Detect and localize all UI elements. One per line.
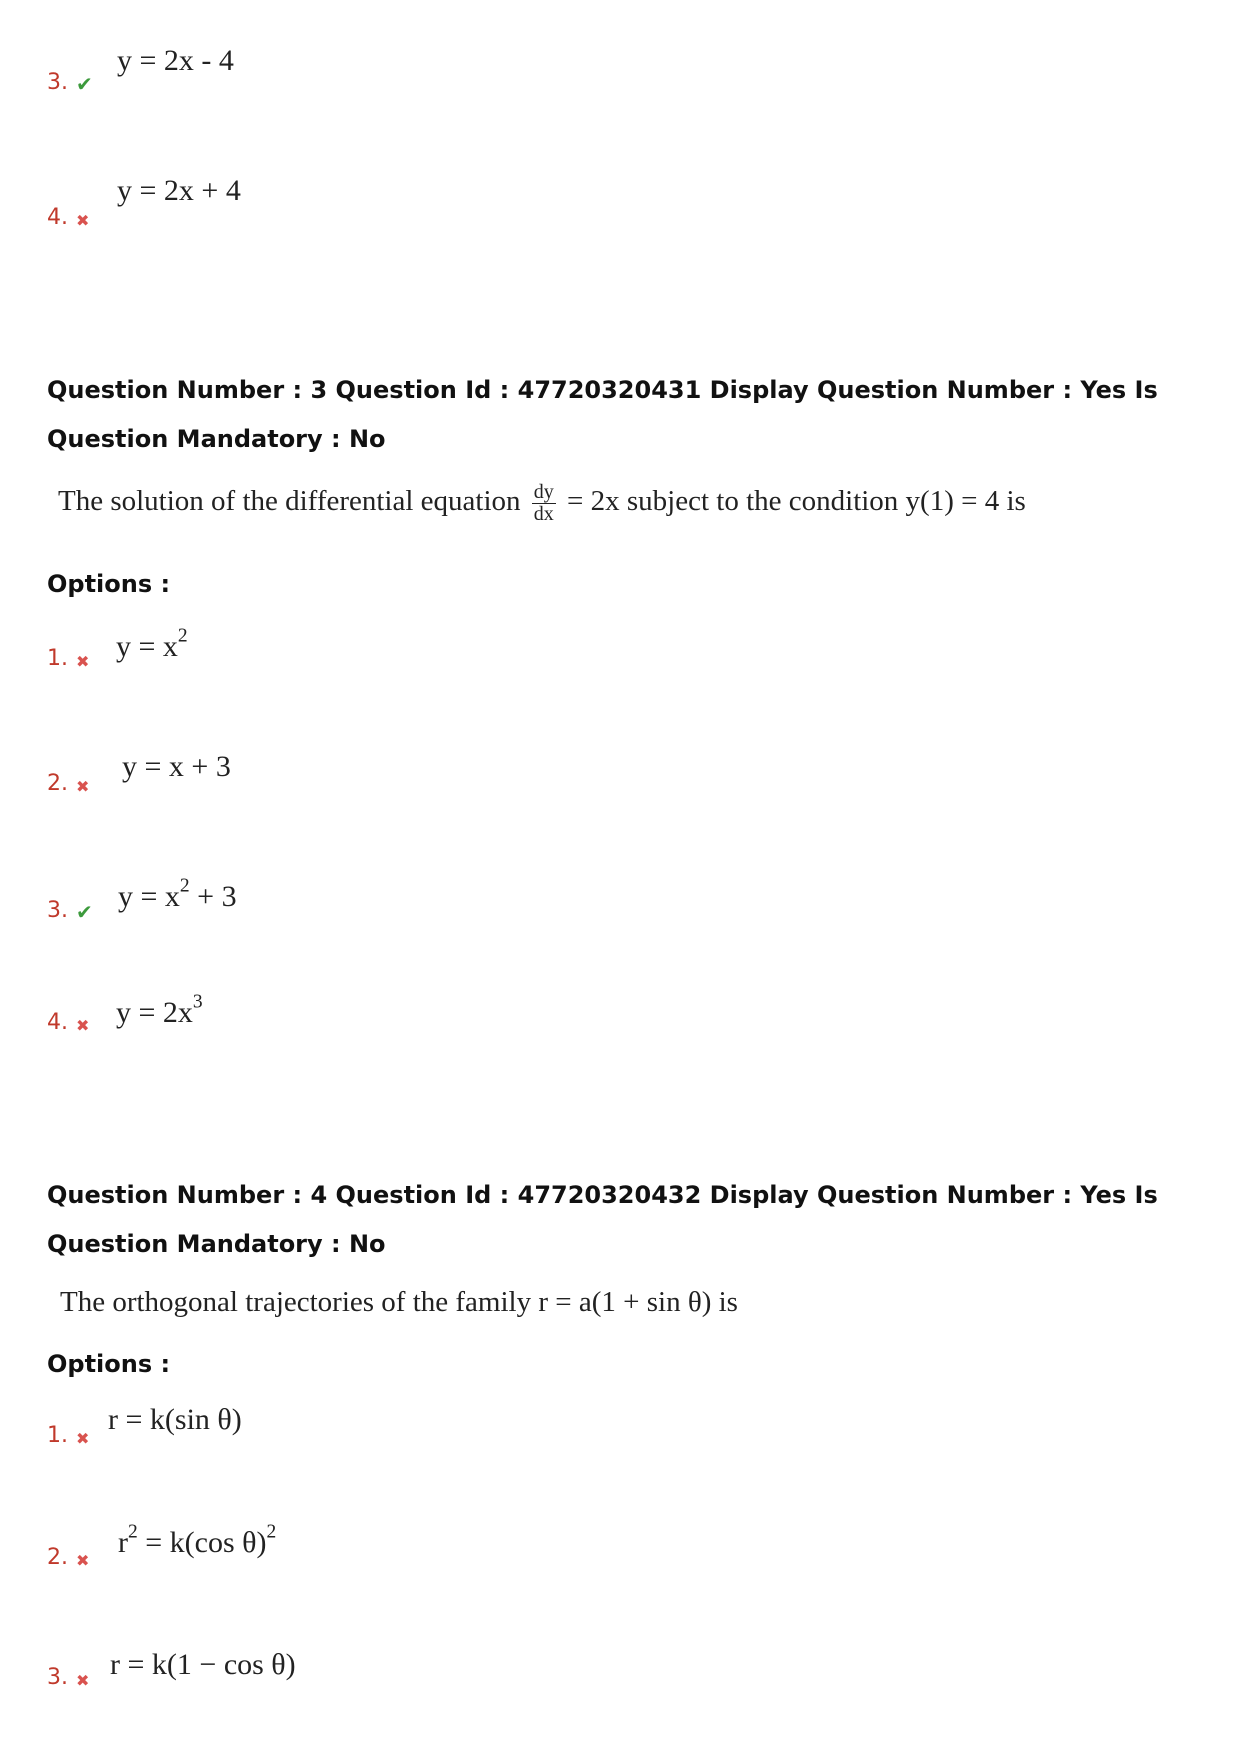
option-sup: 2 [179, 875, 190, 897]
question-text [58, 482, 1026, 525]
option-base: y = x [118, 880, 180, 913]
cross-icon: ✖ [76, 652, 90, 671]
fraction [532, 482, 556, 525]
check-icon: ✔ [76, 900, 93, 924]
option-row [47, 648, 89, 670]
option-row [47, 1012, 89, 1034]
option-row [47, 773, 89, 795]
option-tail: + 3 [189, 880, 237, 913]
option-sup: 3 [192, 991, 203, 1013]
option-base: r [118, 1526, 128, 1559]
option-text [116, 991, 203, 1029]
option-row [47, 207, 89, 229]
option-number: 2. [47, 1545, 68, 1570]
option-text [118, 1521, 277, 1559]
option-sup: 2 [128, 1521, 138, 1543]
option-text: y = 2x + 4 [117, 174, 241, 207]
option-text: y = 2x - 4 [117, 44, 234, 77]
cross-icon: ✖ [76, 777, 90, 796]
option-row [47, 1667, 89, 1689]
option-number: 2. [47, 771, 68, 796]
option-number: 3. [47, 1665, 68, 1690]
option-base: y = x [116, 630, 178, 663]
question-header: Question Number : 3 Question Id : 47720320431 Display Question Number : Yes Is Question Mandatory : No [47, 376, 1158, 453]
option-sup: 2 [177, 625, 188, 647]
fraction-numerator: dy [533, 481, 554, 503]
cross-icon: ✖ [76, 211, 90, 230]
fraction-denominator: dx [533, 503, 554, 525]
option-row [47, 900, 93, 922]
question-text-before: The solution of the differential equation [58, 485, 521, 518]
option-text: y = x + 3 [122, 750, 231, 783]
option-number: 4. [47, 205, 68, 230]
cross-icon: ✖ [76, 1016, 90, 1035]
option-number: 3. [47, 898, 68, 923]
option-text [116, 625, 188, 663]
cross-icon: ✖ [76, 1429, 90, 1448]
option-number: 1. [47, 1423, 68, 1448]
options-label: Options : [47, 1350, 171, 1378]
option-text [118, 875, 237, 913]
cross-icon: ✖ [76, 1551, 90, 1570]
option-number: 3. [47, 70, 68, 95]
option-row [47, 1425, 89, 1447]
options-label: Options : [47, 570, 171, 598]
check-icon: ✔ [76, 72, 93, 96]
option-text: r = k(1 − cos θ) [110, 1648, 296, 1681]
option-sup: 2 [266, 1521, 277, 1543]
option-base: y = 2x [116, 996, 193, 1029]
option-number: 1. [47, 646, 68, 671]
option-row [47, 72, 93, 94]
option-row [47, 1547, 89, 1569]
question-text-after: = 2x subject to the condition y(1) = 4 is [567, 485, 1026, 518]
option-number: 4. [47, 1010, 68, 1035]
question-header: Question Number : 4 Question Id : 47720320432 Display Question Number : Yes Is Question Mandatory : No [47, 1181, 1158, 1258]
cross-icon: ✖ [76, 1671, 90, 1690]
question-text: The orthogonal trajectories of the family r = a(1 + sin θ) is [60, 1286, 738, 1318]
option-text: r = k(sin θ) [108, 1403, 242, 1436]
option-tail: = k(cos θ) [137, 1526, 267, 1559]
